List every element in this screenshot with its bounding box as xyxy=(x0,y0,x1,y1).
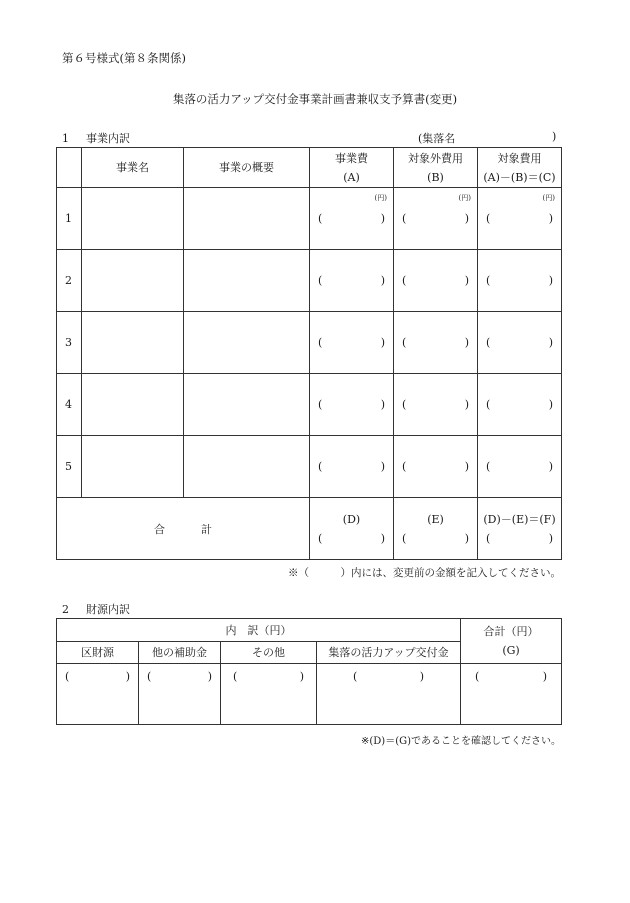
paren-close: ) xyxy=(548,398,553,411)
paren-open: ( xyxy=(318,398,323,411)
section1-heading xyxy=(62,130,130,146)
yen-unit: (円) xyxy=(374,194,387,202)
paren-open: ( xyxy=(402,531,407,545)
header-excluded-code: (B) xyxy=(427,170,444,184)
paren-open: ( xyxy=(318,274,323,287)
row-number: 2 xyxy=(57,250,82,312)
header-cost-code: (A) xyxy=(343,170,360,184)
ward-funds-cell[interactable] xyxy=(57,664,139,725)
paren-close: ) xyxy=(542,670,547,683)
funding-total-header xyxy=(461,619,562,664)
eligible-cell[interactable] xyxy=(478,436,562,498)
paren-open: ( xyxy=(486,274,491,287)
document-title: 集落の活力アップ交付金事業計画書兼収支予算書(変更) xyxy=(172,92,458,106)
project-summary-cell[interactable] xyxy=(184,374,310,436)
paren-close: ) xyxy=(380,212,385,225)
paren-close: ) xyxy=(464,274,469,287)
header-cost-label: 事業費 xyxy=(335,151,368,165)
eligible-cell[interactable] xyxy=(478,250,562,312)
paren-close: ) xyxy=(207,670,212,683)
total-eligible-cell[interactable] xyxy=(478,498,562,560)
village-grant-cell[interactable] xyxy=(317,664,461,725)
total-label: 合計 xyxy=(154,522,248,536)
row-number: 1 xyxy=(57,188,82,250)
project-breakdown-table xyxy=(56,147,562,560)
cost-cell[interactable] xyxy=(310,250,394,312)
paren-open: ( xyxy=(353,670,358,683)
paren-open: ( xyxy=(402,274,407,287)
funding-header-row xyxy=(57,619,562,642)
paren-close: ) xyxy=(380,460,385,473)
row-number: 5 xyxy=(57,436,82,498)
yen-unit: (円) xyxy=(458,194,471,202)
paren-open: ( xyxy=(318,460,323,473)
cost-cell[interactable] xyxy=(310,188,394,250)
funding-total-cell[interactable] xyxy=(461,664,562,725)
village-name-close: ) xyxy=(552,130,557,143)
yen-unit: (円) xyxy=(542,194,555,202)
header-other: その他 xyxy=(221,642,317,664)
paren-close: ) xyxy=(464,531,469,545)
section1-note: ※（ ）内には、変更前の金額を記入してください。 xyxy=(288,567,561,579)
paren-close: ) xyxy=(299,670,304,683)
other-subsidies-cell[interactable] xyxy=(139,664,221,725)
total-cost-code: (D) xyxy=(342,512,361,526)
row-number: 4 xyxy=(57,374,82,436)
project-summary-cell[interactable] xyxy=(184,188,310,250)
excluded-cell[interactable] xyxy=(394,436,478,498)
total-eligible-code: (D)－(E)＝(F) xyxy=(483,512,556,526)
paren-open: ( xyxy=(402,212,407,225)
breakdown-header: 内 訳（円） xyxy=(57,619,461,642)
paren-open: ( xyxy=(318,531,323,545)
cost-cell[interactable] xyxy=(310,374,394,436)
paren-open: ( xyxy=(402,460,407,473)
funding-total-label: 合計（円） xyxy=(483,625,539,638)
paren-close: ) xyxy=(464,336,469,349)
funding-total-code: (G) xyxy=(502,644,520,657)
total-row xyxy=(57,498,562,560)
section2-title: 財源内訳 xyxy=(86,603,130,616)
section1-title: 事業内訳 xyxy=(86,132,130,145)
header-village-grant: 集落の活力アップ交付金 xyxy=(317,642,461,664)
excluded-cell[interactable] xyxy=(394,250,478,312)
header-ward-funds: 区財源 xyxy=(57,642,139,664)
table-row xyxy=(57,312,562,374)
funding-row xyxy=(57,664,562,725)
paren-close: ) xyxy=(464,212,469,225)
table-header-row xyxy=(57,148,562,188)
total-excluded-cell[interactable] xyxy=(394,498,478,560)
section2-heading xyxy=(62,601,130,617)
header-project-cost xyxy=(310,148,394,188)
project-name-cell[interactable] xyxy=(82,188,184,250)
paren-close: ) xyxy=(419,670,424,683)
project-summary-cell[interactable] xyxy=(184,436,310,498)
paren-close: ) xyxy=(125,670,130,683)
paren-open: ( xyxy=(402,336,407,349)
cost-cell[interactable] xyxy=(310,436,394,498)
project-name-cell[interactable] xyxy=(82,250,184,312)
paren-open: ( xyxy=(147,670,152,683)
paren-open: ( xyxy=(486,336,491,349)
table-row xyxy=(57,250,562,312)
row-number: 3 xyxy=(57,312,82,374)
paren-open: ( xyxy=(486,531,491,545)
other-cell[interactable] xyxy=(221,664,317,725)
section2-note: ※(D)＝(G)であることを確認してください。 xyxy=(361,736,561,747)
total-cost-cell[interactable] xyxy=(310,498,394,560)
header-project-name: 事業名 xyxy=(82,148,184,188)
funding-breakdown-table xyxy=(56,618,562,725)
eligible-cell[interactable] xyxy=(478,312,562,374)
project-name-cell[interactable] xyxy=(82,436,184,498)
excluded-cell[interactable] xyxy=(394,188,478,250)
header-eligible-code: (A)－(B)＝(C) xyxy=(483,170,556,184)
paren-open: ( xyxy=(233,670,238,683)
paren-open: ( xyxy=(486,212,491,225)
paren-close: ) xyxy=(548,460,553,473)
header-excluded-label: 対象外費用 xyxy=(408,151,463,165)
section2-number: 2 xyxy=(62,603,69,616)
header-eligible-cost xyxy=(478,148,562,188)
header-other-subsidies: 他の補助金 xyxy=(139,642,221,664)
total-label-cell xyxy=(57,498,310,560)
eligible-cell[interactable] xyxy=(478,374,562,436)
cost-cell[interactable] xyxy=(310,312,394,374)
project-name-cell[interactable] xyxy=(82,374,184,436)
paren-close: ) xyxy=(548,212,553,225)
header-eligible-label: 対象費用 xyxy=(497,151,542,165)
project-summary-cell[interactable] xyxy=(184,250,310,312)
village-name-label: (集落名 xyxy=(418,132,456,145)
project-summary-cell[interactable] xyxy=(184,312,310,374)
paren-close: ) xyxy=(380,531,385,545)
paren-open: ( xyxy=(318,212,323,225)
excluded-cell[interactable] xyxy=(394,374,478,436)
eligible-cell[interactable] xyxy=(478,188,562,250)
paren-close: ) xyxy=(548,531,553,545)
header-excluded-cost xyxy=(394,148,478,188)
paren-open: ( xyxy=(486,460,491,473)
paren-close: ) xyxy=(464,460,469,473)
paren-open: ( xyxy=(475,670,480,683)
form-number: 第６号様式(第８条関係) xyxy=(62,51,186,65)
table-row xyxy=(57,436,562,498)
paren-close: ) xyxy=(380,274,385,287)
paren-close: ) xyxy=(548,336,553,349)
total-excluded-code: (E) xyxy=(427,512,444,526)
paren-open: ( xyxy=(486,398,491,411)
paren-open: ( xyxy=(318,336,323,349)
paren-open: ( xyxy=(402,398,407,411)
header-project-summary: 事業の概要 xyxy=(184,148,310,188)
paren-close: ) xyxy=(464,398,469,411)
header-blank xyxy=(57,148,82,188)
paren-close: ) xyxy=(380,336,385,349)
paren-close: ) xyxy=(380,398,385,411)
project-name-cell[interactable] xyxy=(82,312,184,374)
table-row xyxy=(57,374,562,436)
table-row xyxy=(57,188,562,250)
paren-close: ) xyxy=(548,274,553,287)
section1-number: 1 xyxy=(62,132,69,145)
paren-open: ( xyxy=(65,670,70,683)
excluded-cell[interactable] xyxy=(394,312,478,374)
